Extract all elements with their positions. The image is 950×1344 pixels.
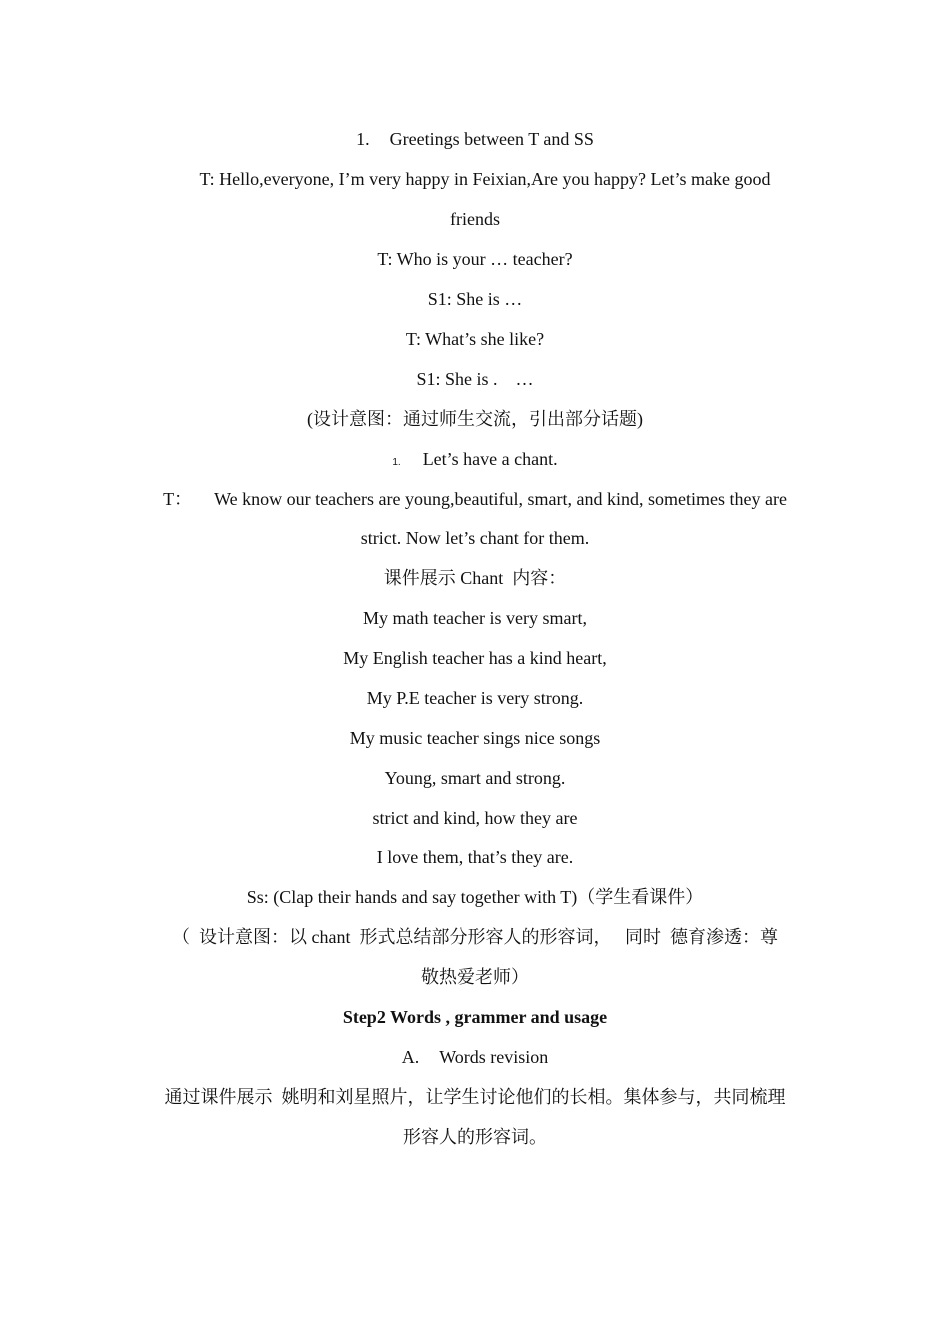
- chant-line: [140, 845, 810, 869]
- step-heading: [140, 1005, 810, 1029]
- chant-line: [140, 646, 810, 670]
- line-text: 形容人的形容词。: [403, 1127, 547, 1147]
- list-number: 1.: [356, 129, 370, 149]
- line-text: My music teacher sings nice songs: [349, 728, 601, 748]
- heading-chant: [140, 447, 810, 475]
- list-number: 1.: [392, 457, 401, 468]
- line-text: My P.E teacher is very strong.: [366, 688, 584, 708]
- dialogue-line: [140, 367, 810, 391]
- line-text: I love them, that’s they are.: [376, 847, 574, 867]
- line-text: strict. Now let’s chant for them.: [360, 528, 590, 548]
- design-intent-note: [140, 925, 810, 949]
- line-text: My English teacher has a kind heart,: [343, 648, 607, 668]
- chant-intro: [140, 566, 810, 590]
- line-text: T: What’s she like?: [405, 329, 545, 349]
- dialogue-line: [140, 247, 810, 271]
- dialogue-line: [150, 167, 820, 191]
- activity-line: [140, 885, 810, 909]
- dialogue-line: [140, 526, 810, 550]
- list-letter: A.: [401, 1047, 420, 1067]
- heading-greetings: [140, 127, 810, 151]
- subheading-words-revision: [140, 1045, 810, 1069]
- speaker-label: T：: [163, 489, 193, 509]
- line-text: S1: She is …: [427, 289, 523, 309]
- line-text: Young, smart and strong.: [384, 768, 566, 788]
- line-text: T: Who is your … teacher?: [377, 249, 573, 269]
- line-text: T: Hello,everyone, I’m very happy in Feixian,Are you happy? Let’s make good: [199, 169, 771, 189]
- line-text: 通过课件展示 姚明和刘星照片，让学生讨论他们的长相。集体参与，共同梳理: [164, 1087, 786, 1107]
- chant-line: [140, 766, 810, 790]
- design-intent-note: [140, 965, 810, 989]
- line-text: Let’s have a chant.: [422, 449, 558, 469]
- design-intent-note: [140, 407, 810, 431]
- line-text: strict and kind, how they are: [372, 808, 578, 828]
- line-text: （ 设计意图：以 chant 形式总结部分形容人的形容词， 同时 德育渗透：尊: [172, 927, 778, 947]
- line-text: friends: [450, 209, 500, 229]
- chant-line: [140, 806, 810, 830]
- line-text: We know our teachers are young,beautiful, smart, and kind, sometimes they are: [214, 489, 787, 509]
- line-text: Ss: (Clap their hands and say together with T)（学生看课件）: [246, 887, 704, 907]
- chant-line: [140, 606, 810, 630]
- activity-description: [140, 1125, 810, 1149]
- line-text: Greetings between T and SS: [389, 129, 594, 149]
- dialogue-line: [140, 487, 810, 511]
- line-text: 敬热爱老师）: [421, 967, 529, 987]
- chant-line: [140, 726, 810, 750]
- line-text: My math teacher is very smart,: [363, 608, 587, 628]
- line-text: Words revision: [439, 1047, 549, 1067]
- dialogue-line: [140, 327, 810, 351]
- line-text: S1: She is . …: [416, 369, 534, 389]
- chant-line: [140, 686, 810, 710]
- line-text: (设计意图：通过师生交流，引出部分话题): [307, 409, 643, 429]
- dialogue-line: [140, 207, 810, 231]
- line-text: Step2 Words , grammer and usage: [342, 1007, 608, 1027]
- dialogue-line: [140, 287, 810, 311]
- line-text: 课件展示 Chant 内容：: [383, 568, 567, 588]
- activity-description: [140, 1085, 810, 1109]
